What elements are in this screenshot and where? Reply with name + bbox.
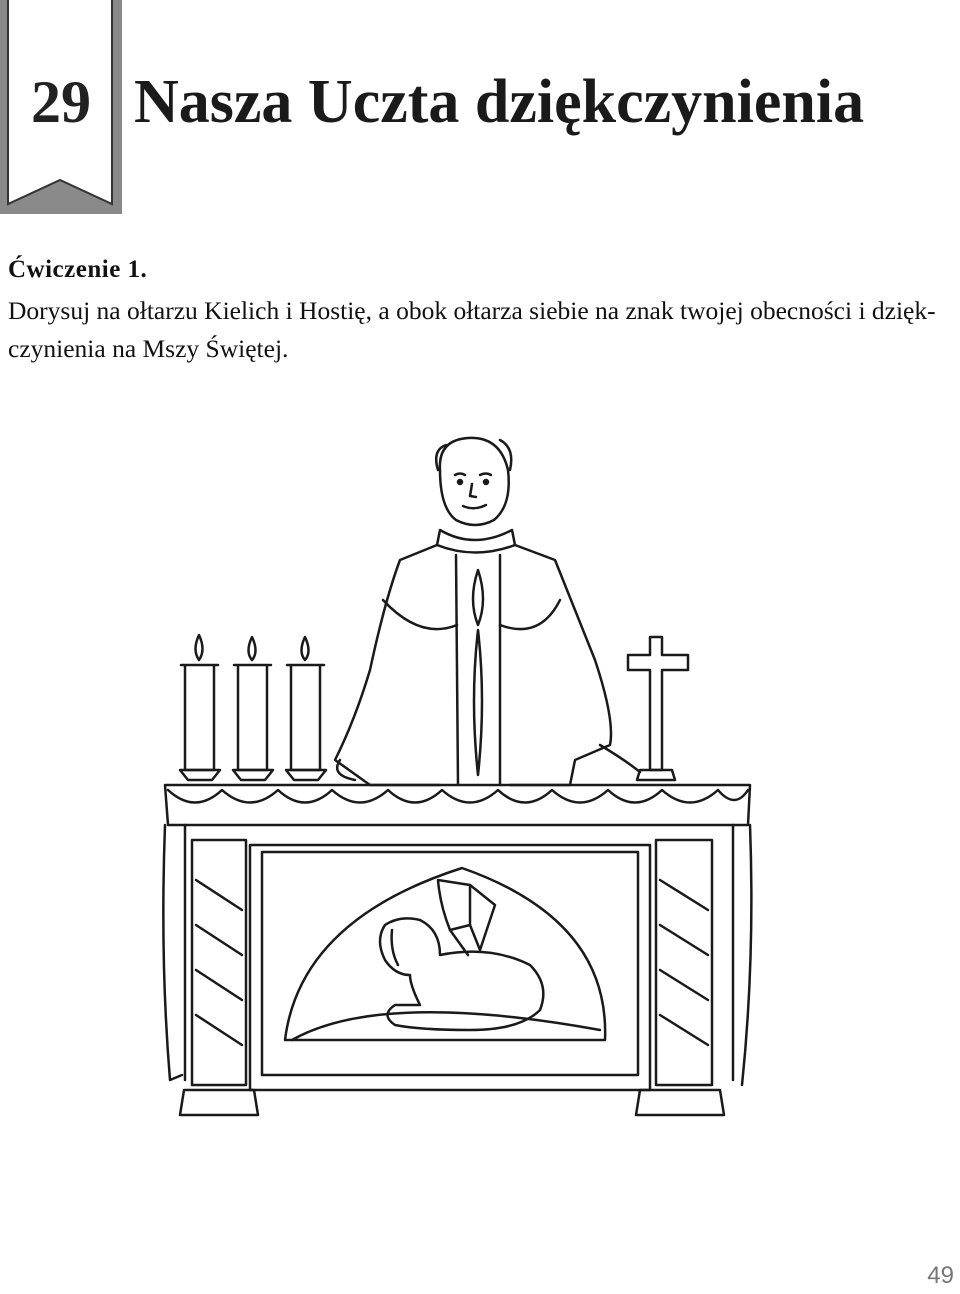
priest-chasuble xyxy=(335,530,640,785)
priest-head xyxy=(436,438,511,525)
lamb-panel xyxy=(285,868,605,1040)
candles xyxy=(180,635,326,780)
exercise-line-1: Dorysuj na ołtarzu Kielich i Hostię, a obok ołtarza siebie na znak twojej obecności i dzięk- xyxy=(8,296,936,325)
altar-table xyxy=(163,785,751,1115)
exercise-line-2: czynienia na Mszy Świętej. xyxy=(8,334,289,363)
exercise-label: Ćwiczenie 1. xyxy=(8,256,148,283)
exercise-instructions xyxy=(8,292,958,368)
priest-altar-illustration xyxy=(150,425,770,1125)
altar-cross xyxy=(628,637,688,780)
chapter-number: 29 xyxy=(31,69,91,135)
chapter-title: Nasza Uczta dziękczynienia xyxy=(134,68,865,136)
page-number: 49 xyxy=(927,1262,954,1289)
